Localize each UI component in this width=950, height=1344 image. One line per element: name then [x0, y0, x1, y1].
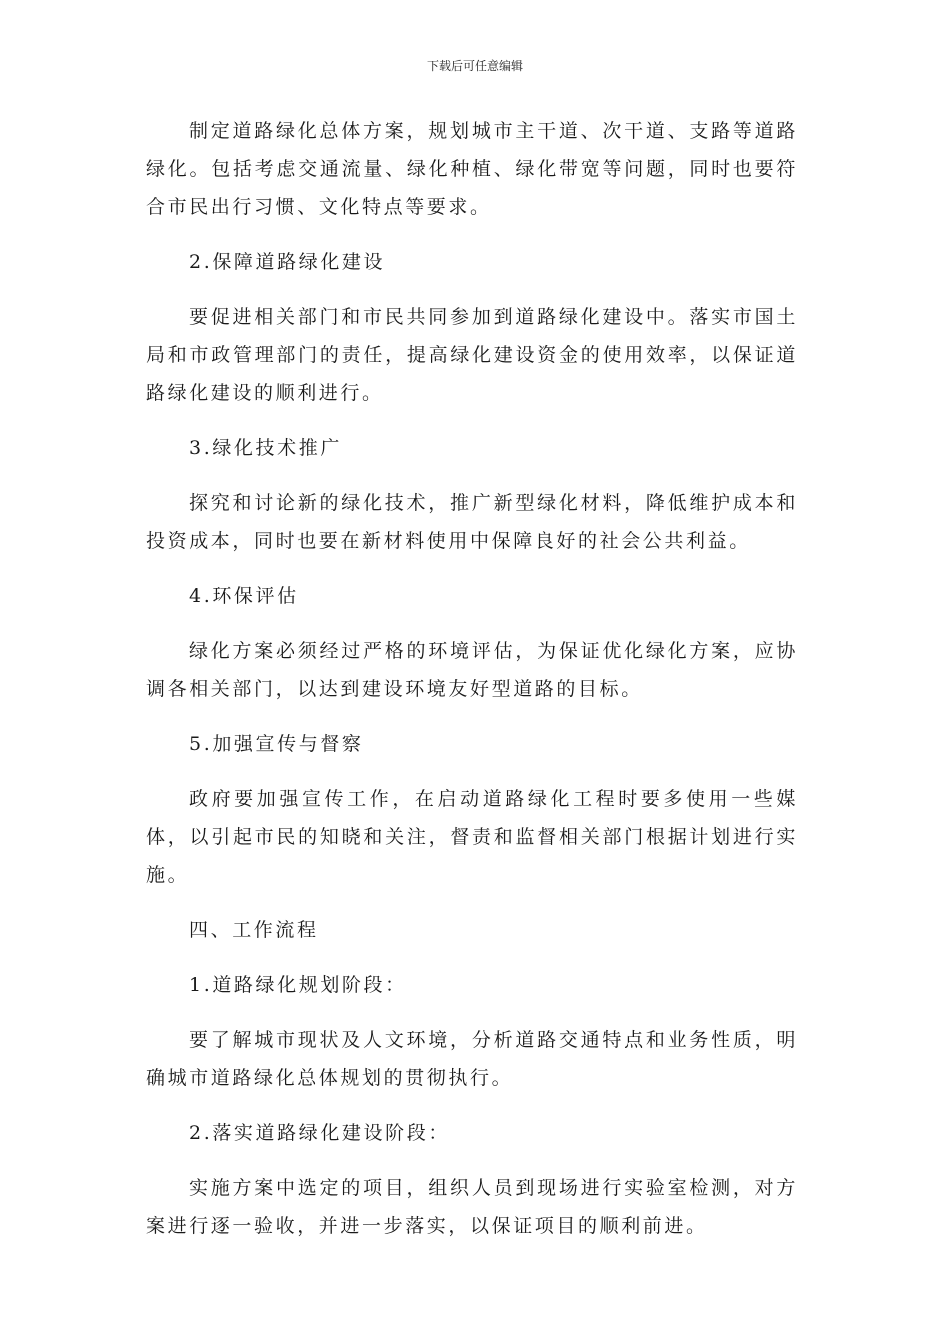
paragraph-technology-promotion: 探究和讨论新的绿化技术，推广新型绿化材料，降低维护成本和投资成本，同时也要在新材料使用中保障良好的社会公共利益。 — [146, 492, 798, 552]
paragraph-environmental-assessment: 绿化方案必须经过严格的环境评估，为保证优化绿化方案，应协调各相关部门，以达到建设环境友好型道路的目标。 — [146, 640, 798, 700]
heading-planning-stage: 1.道路绿化规划阶段： — [189, 974, 407, 996]
heading-workflow: 四、工作流程 — [189, 919, 319, 941]
paragraph-planning-stage: 要了解城市现状及人文环境，分析道路交通特点和业务性质，明确城市道路绿化总体规划的贯彻执行。 — [146, 1029, 798, 1089]
paragraph-publicity-supervision: 政府要加强宣传工作，在启动道路绿化工程时要多使用一些媒体，以引起市民的知晓和关注，督责和监督相关部门根据计划进行实施。 — [146, 788, 798, 886]
heading-publicity-supervision: 5.加强宣传与督察 — [189, 733, 364, 755]
document-body — [146, 112, 798, 1262]
heading-environmental-assessment: 4.环保评估 — [189, 585, 299, 607]
paragraph-ensure-construction: 要促进相关部门和市民共同参加到道路绿化建设中。落实市国土局和市政管理部门的责任，提高绿化建设资金的使用效率，以保证道路绿化建设的顺利进行。 — [146, 306, 798, 404]
heading-ensure-construction: 2.保障道路绿化建设 — [189, 251, 386, 273]
paragraph-road-greening-plan: 制定道路绿化总体方案，规划城市主干道、次干道、支路等道路绿化。包括考虑交通流量、绿化种植、绿化带宽等问题，同时也要符合市民出行习惯、文化特点等要求。 — [146, 120, 798, 218]
paragraph-construction-stage: 实施方案中选定的项目，组织人员到现场进行实验室检测，对方案进行逐一验收，并进一步落实，以保证项目的顺利前进。 — [146, 1177, 798, 1237]
heading-technology-promotion: 3.绿化技术推广 — [189, 437, 342, 459]
page-header: 下载后可任意编辑 — [426, 59, 523, 73]
heading-construction-stage: 2.落实道路绿化建设阶段： — [189, 1122, 450, 1144]
